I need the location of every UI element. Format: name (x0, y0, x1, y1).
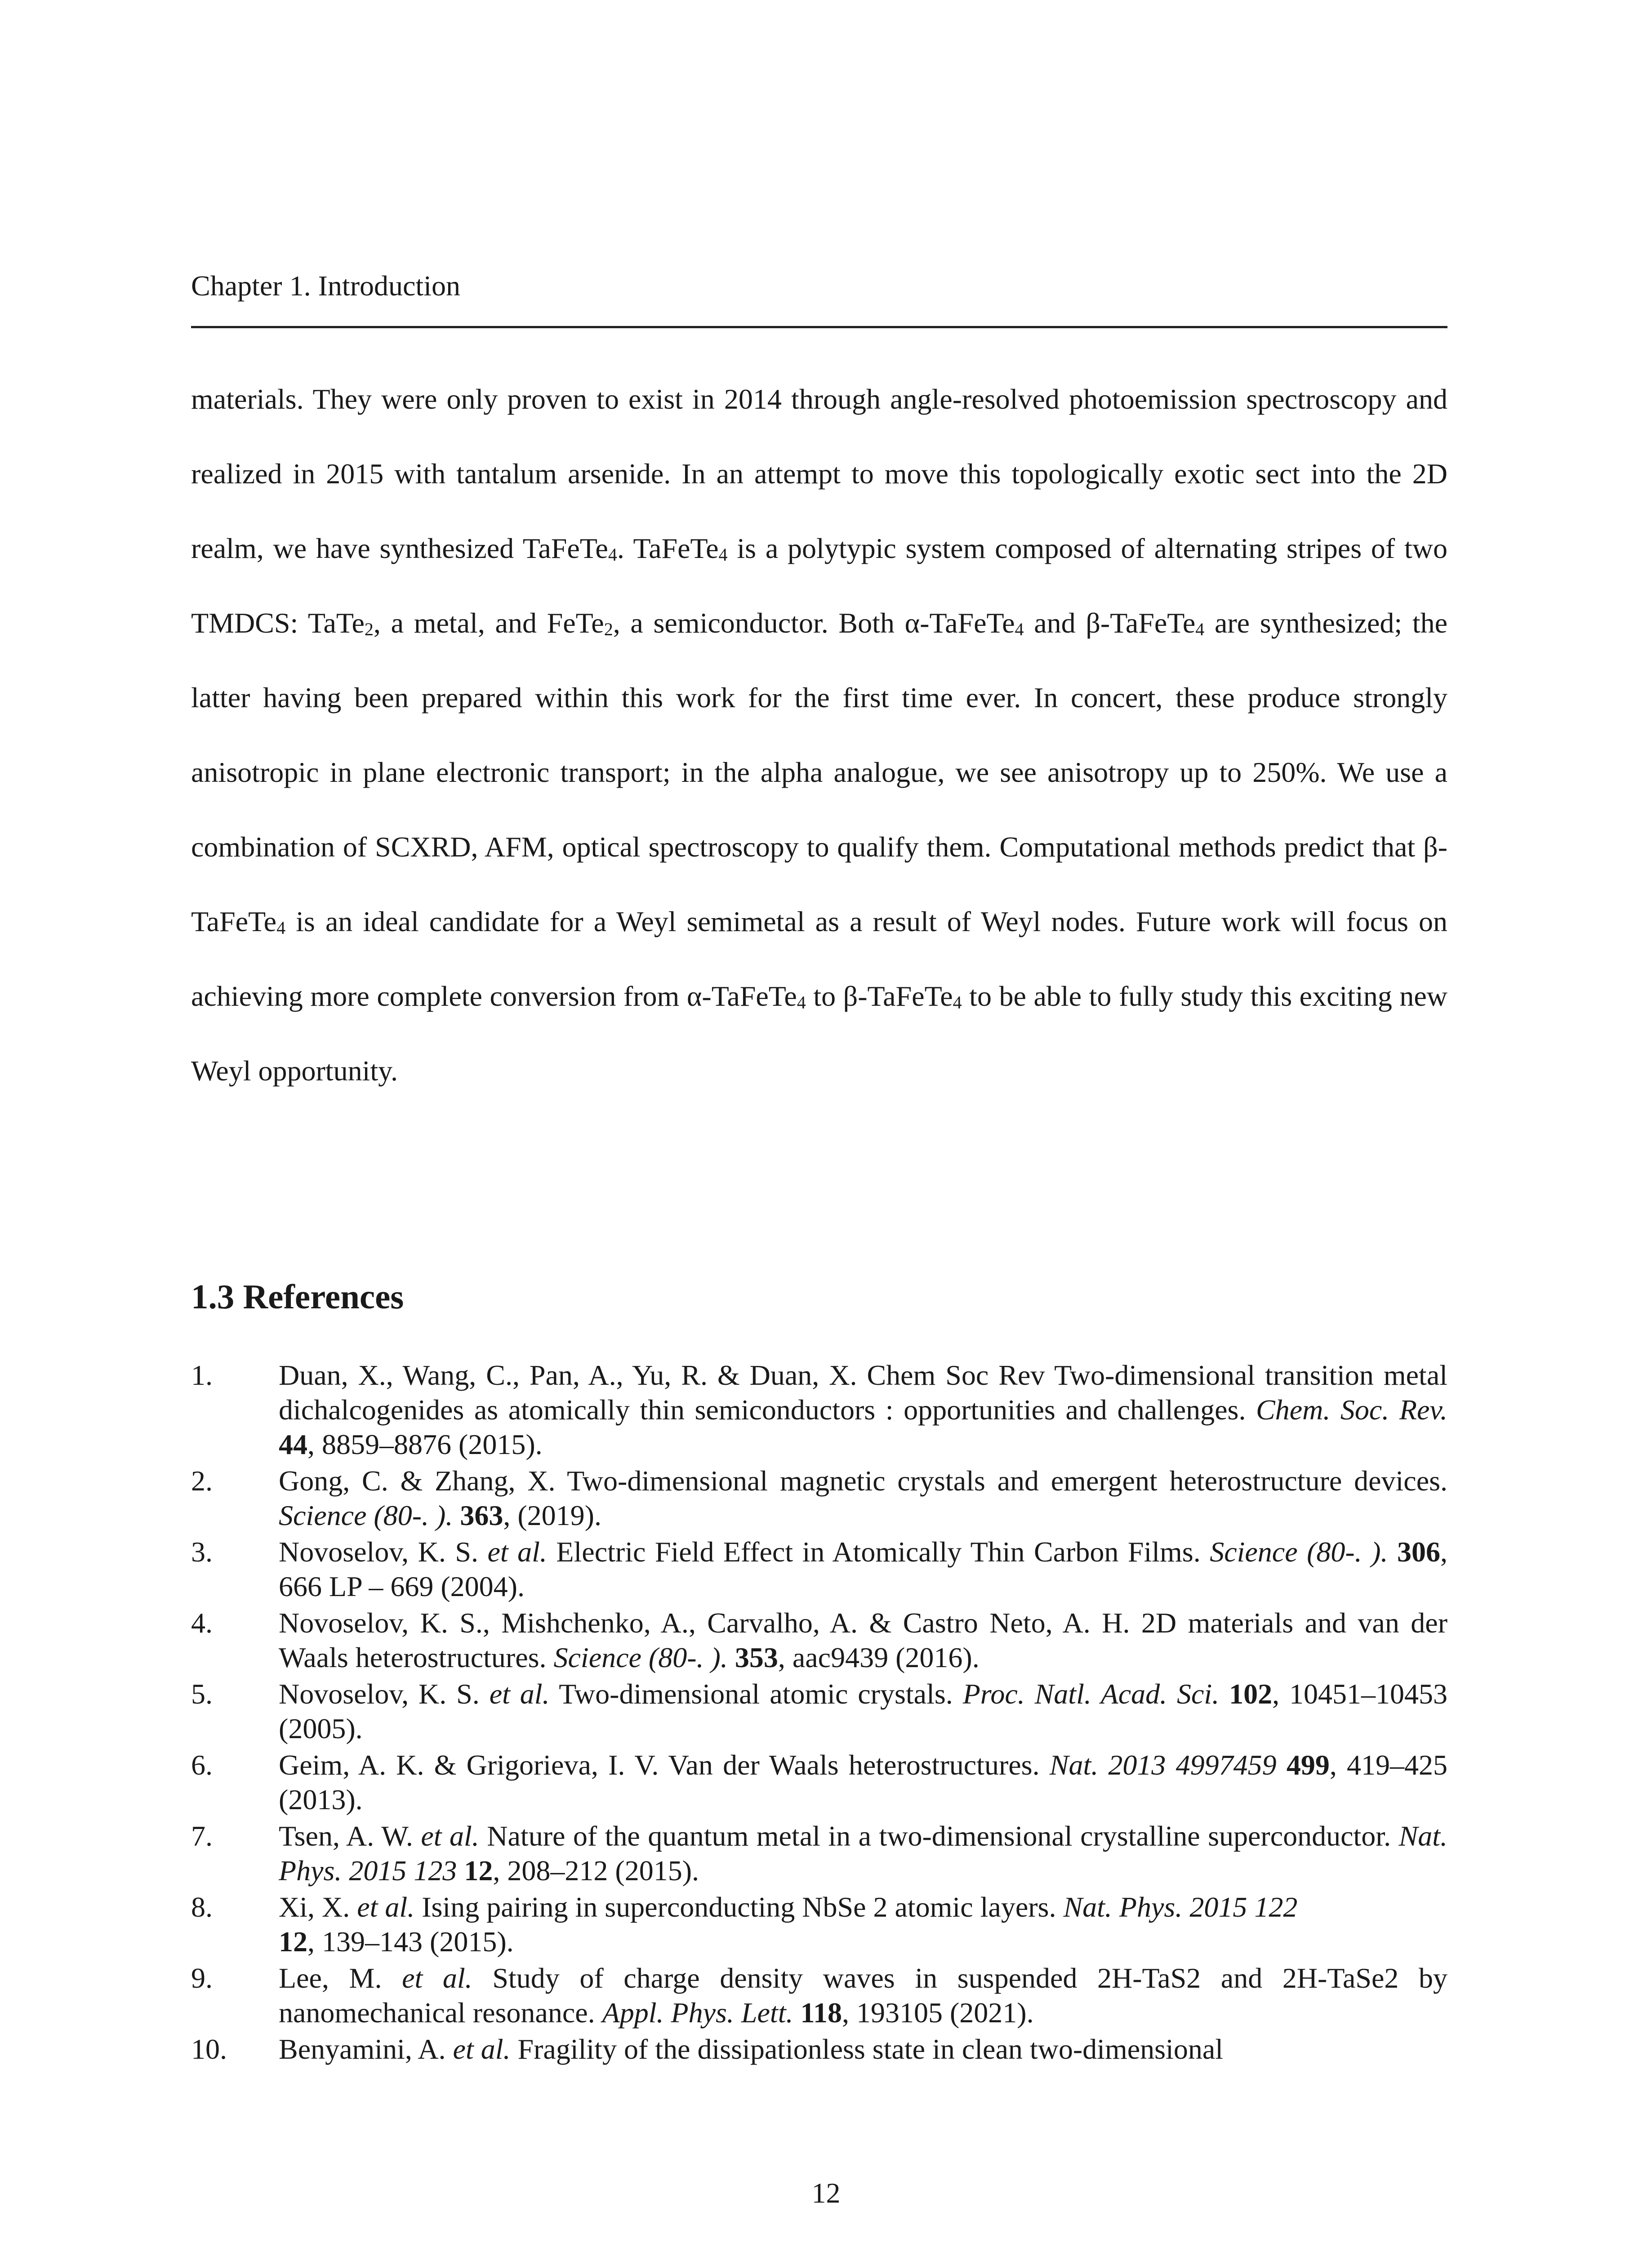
body-text-4: , a metal, and FeTe (373, 607, 604, 639)
reference-text: Lee, M. (279, 1962, 402, 1994)
reference-text: Duan, X., Wang, C., Pan, A., Yu, R. & Duan, X. Chem Soc Rev Two-dimensional transition metal dichalcogenides as atomically thin semiconductors : opportunities and challenges. (279, 1359, 1447, 1426)
reference-title: Nature of the quantum metal in a two-dimensional crystalline superconductor. (479, 1820, 1399, 1852)
reference-space (728, 1641, 735, 1673)
reference-etal: et al. (421, 1820, 479, 1852)
reference-list (191, 1358, 1447, 2068)
body-text-5: , a semiconductor. Both α-TaFeTe (613, 607, 1015, 639)
reference-title: Two-dimensional atomic crystals. (549, 1678, 963, 1710)
reference-number: 10. (191, 2033, 227, 2065)
subscript-4: 4 (1195, 619, 1205, 639)
body-text-8: is an ideal candidate for a Weyl semimetal as a result of Weyl nodes. Future work will focus on achieving more complete conversion from α-TaFeTe (191, 905, 1447, 1012)
reference-etal: et al. (487, 1536, 547, 1568)
reference-number: 9. (191, 1962, 213, 1994)
reference-journal: Nat. Phys. 2015 123 (279, 1820, 1448, 1887)
reference-pages: , 666 LP – 669 (2004). (279, 1536, 1448, 1602)
subscript-2: 2 (364, 619, 374, 639)
reference-journal: Chem. Soc. Rev. (1256, 1394, 1448, 1426)
page-number: 12 (811, 2177, 841, 2209)
reference-volume: 353 (735, 1641, 778, 1673)
reference-space (457, 1855, 464, 1887)
reference-item (191, 1534, 1447, 1604)
reference-text: Novoselov, K. S. (279, 1678, 490, 1710)
reference-journal: Nat. Phys. 2015 122 (1063, 1891, 1298, 1923)
reference-etal: et al. (453, 2033, 511, 2065)
reference-number: 7. (191, 1820, 213, 1852)
reference-pages: , 8859–8876 (2015). (307, 1428, 543, 1460)
reference-title: Ising pairing in superconducting NbSe 2 atomic layers. (414, 1891, 1064, 1923)
reference-text: Gong, C. & Zhang, X. Two-dimensional magnetic crystals and emergent heterostructure devices. (279, 1465, 1447, 1497)
reference-volume: 306 (1397, 1536, 1441, 1568)
subscript-4: 4 (276, 918, 286, 938)
reference-pages: , 208–212 (2015). (493, 1855, 699, 1887)
reference-text: Tsen, A. W. (279, 1820, 421, 1852)
reference-pages: , 10451–10453 (2005). (279, 1678, 1448, 1744)
reference-pages: , 139–143 (2015). (307, 1926, 514, 1958)
reference-volume: 12 (464, 1855, 493, 1887)
reference-journal: Proc. Natl. Acad. Sci. (962, 1678, 1220, 1710)
body-text-9: to β-TaFeTe (806, 980, 953, 1012)
reference-journal: Nat. 2013 4997459 (1049, 1749, 1277, 1781)
subscript-4: 4 (953, 992, 962, 1012)
body-text-2: . TaFeTe (617, 532, 719, 564)
subscript-4: 4 (718, 544, 728, 565)
reference-item (191, 1748, 1447, 1817)
reference-space (793, 1997, 800, 2029)
reference-number: 5. (191, 1678, 213, 1710)
reference-volume: 363 (460, 1499, 503, 1531)
body-text-1: materials. They were only proven to exist in 2014 through angle-resolved photoemission spectroscopy and realized in 2015 with tantalum arsenide. In an attempt to move this topologically exotic sect into the 2D realm, we have synthesized TaFeTe (191, 383, 1447, 564)
reference-item (191, 1358, 1447, 1462)
reference-number: 2. (191, 1465, 213, 1497)
reference-volume: 44 (279, 1428, 307, 1460)
reference-pages: , 419–425 (2013). (279, 1749, 1448, 1815)
body-text-7: are synthesized; the latter having been prepared within this work for the first time ever. In concert, these produce strongly anisotropic in plane electronic transport; in the alpha analogue, we see anisotropy up to 250%. We use a combination of SCXRD, AFM, optical spectroscopy to qualify them. Computational methods predict that β-TaFeTe (191, 607, 1448, 937)
reference-item (191, 1463, 1447, 1533)
reference-volume: 118 (800, 1997, 842, 2029)
reference-text: Novoselov, K. S., Mishchenko, A., Carvalho, A. & Castro Neto, A. H. 2D materials and van der Waals heterostructures. (279, 1607, 1447, 1673)
reference-item (191, 1677, 1447, 1746)
reference-journal: Appl. Phys. Lett. (602, 1997, 793, 2029)
reference-space (1277, 1749, 1287, 1781)
reference-etal: et al. (489, 1678, 550, 1710)
reference-item (191, 1890, 1447, 1959)
reference-space (1388, 1536, 1398, 1568)
reference-text: Geim, A. K. & Grigorieva, I. V. Van der Waals heterostructures. (279, 1749, 1050, 1781)
reference-space (1219, 1678, 1229, 1710)
reference-pages: , aac9439 (2016). (778, 1641, 980, 1673)
subscript-4: 4 (797, 992, 806, 1012)
reference-text: Benyamini, A. (279, 2033, 453, 2065)
reference-volume: 102 (1229, 1678, 1273, 1710)
reference-number: 8. (191, 1891, 213, 1923)
body-paragraph (191, 362, 1447, 1108)
reference-title: Study of charge density waves in suspended 2H-TaS2 and 2H-TaSe2 by nanomechanical resonance. (279, 1962, 1448, 2029)
reference-text: Xi, X. (279, 1891, 357, 1923)
reference-etal: et al. (357, 1891, 415, 1923)
reference-volume: 499 (1286, 1749, 1330, 1781)
body-text-3: is a polytypic system composed of alternating stripes of two TMDCS: TaTe (191, 532, 1448, 639)
reference-volume: 12 (279, 1926, 307, 1958)
reference-pages: , (2019). (503, 1499, 601, 1531)
reference-text: Novoselov, K. S. (279, 1536, 488, 1568)
reference-title: Fragility of the dissipationless state in clean two-dimensional (510, 2033, 1223, 2065)
reference-journal: Science (80-. ). (279, 1499, 453, 1531)
reference-etal: et al. (402, 1962, 472, 1994)
reference-item (191, 2032, 1447, 2066)
reference-number: 6. (191, 1749, 213, 1781)
section-heading: 1.3 References (191, 1277, 404, 1316)
subscript-4: 4 (1015, 619, 1024, 639)
reference-number: 3. (191, 1536, 213, 1568)
reference-journal: Science (80-. ). (553, 1641, 728, 1673)
reference-pages: , 193105 (2021). (842, 1997, 1034, 2029)
body-text-6: and β-TaFeTe (1024, 607, 1196, 639)
header-rule (191, 326, 1447, 328)
reference-item (191, 1819, 1447, 1888)
subscript-2: 2 (604, 619, 613, 639)
reference-number: 4. (191, 1607, 213, 1639)
body-text-10: to be able to fully study this exciting new Weyl opportunity. (191, 980, 1448, 1087)
reference-title: Electric Field Effect in Atomically Thin Carbon Films. (547, 1536, 1210, 1568)
reference-item (191, 1961, 1447, 2030)
reference-journal: Science (80-. ). (1210, 1536, 1388, 1568)
reference-space (453, 1499, 460, 1531)
reference-number: 1. (191, 1359, 213, 1391)
reference-item (191, 1606, 1447, 1675)
running-header: Chapter 1. Introduction (191, 270, 460, 302)
subscript-4: 4 (608, 544, 617, 565)
